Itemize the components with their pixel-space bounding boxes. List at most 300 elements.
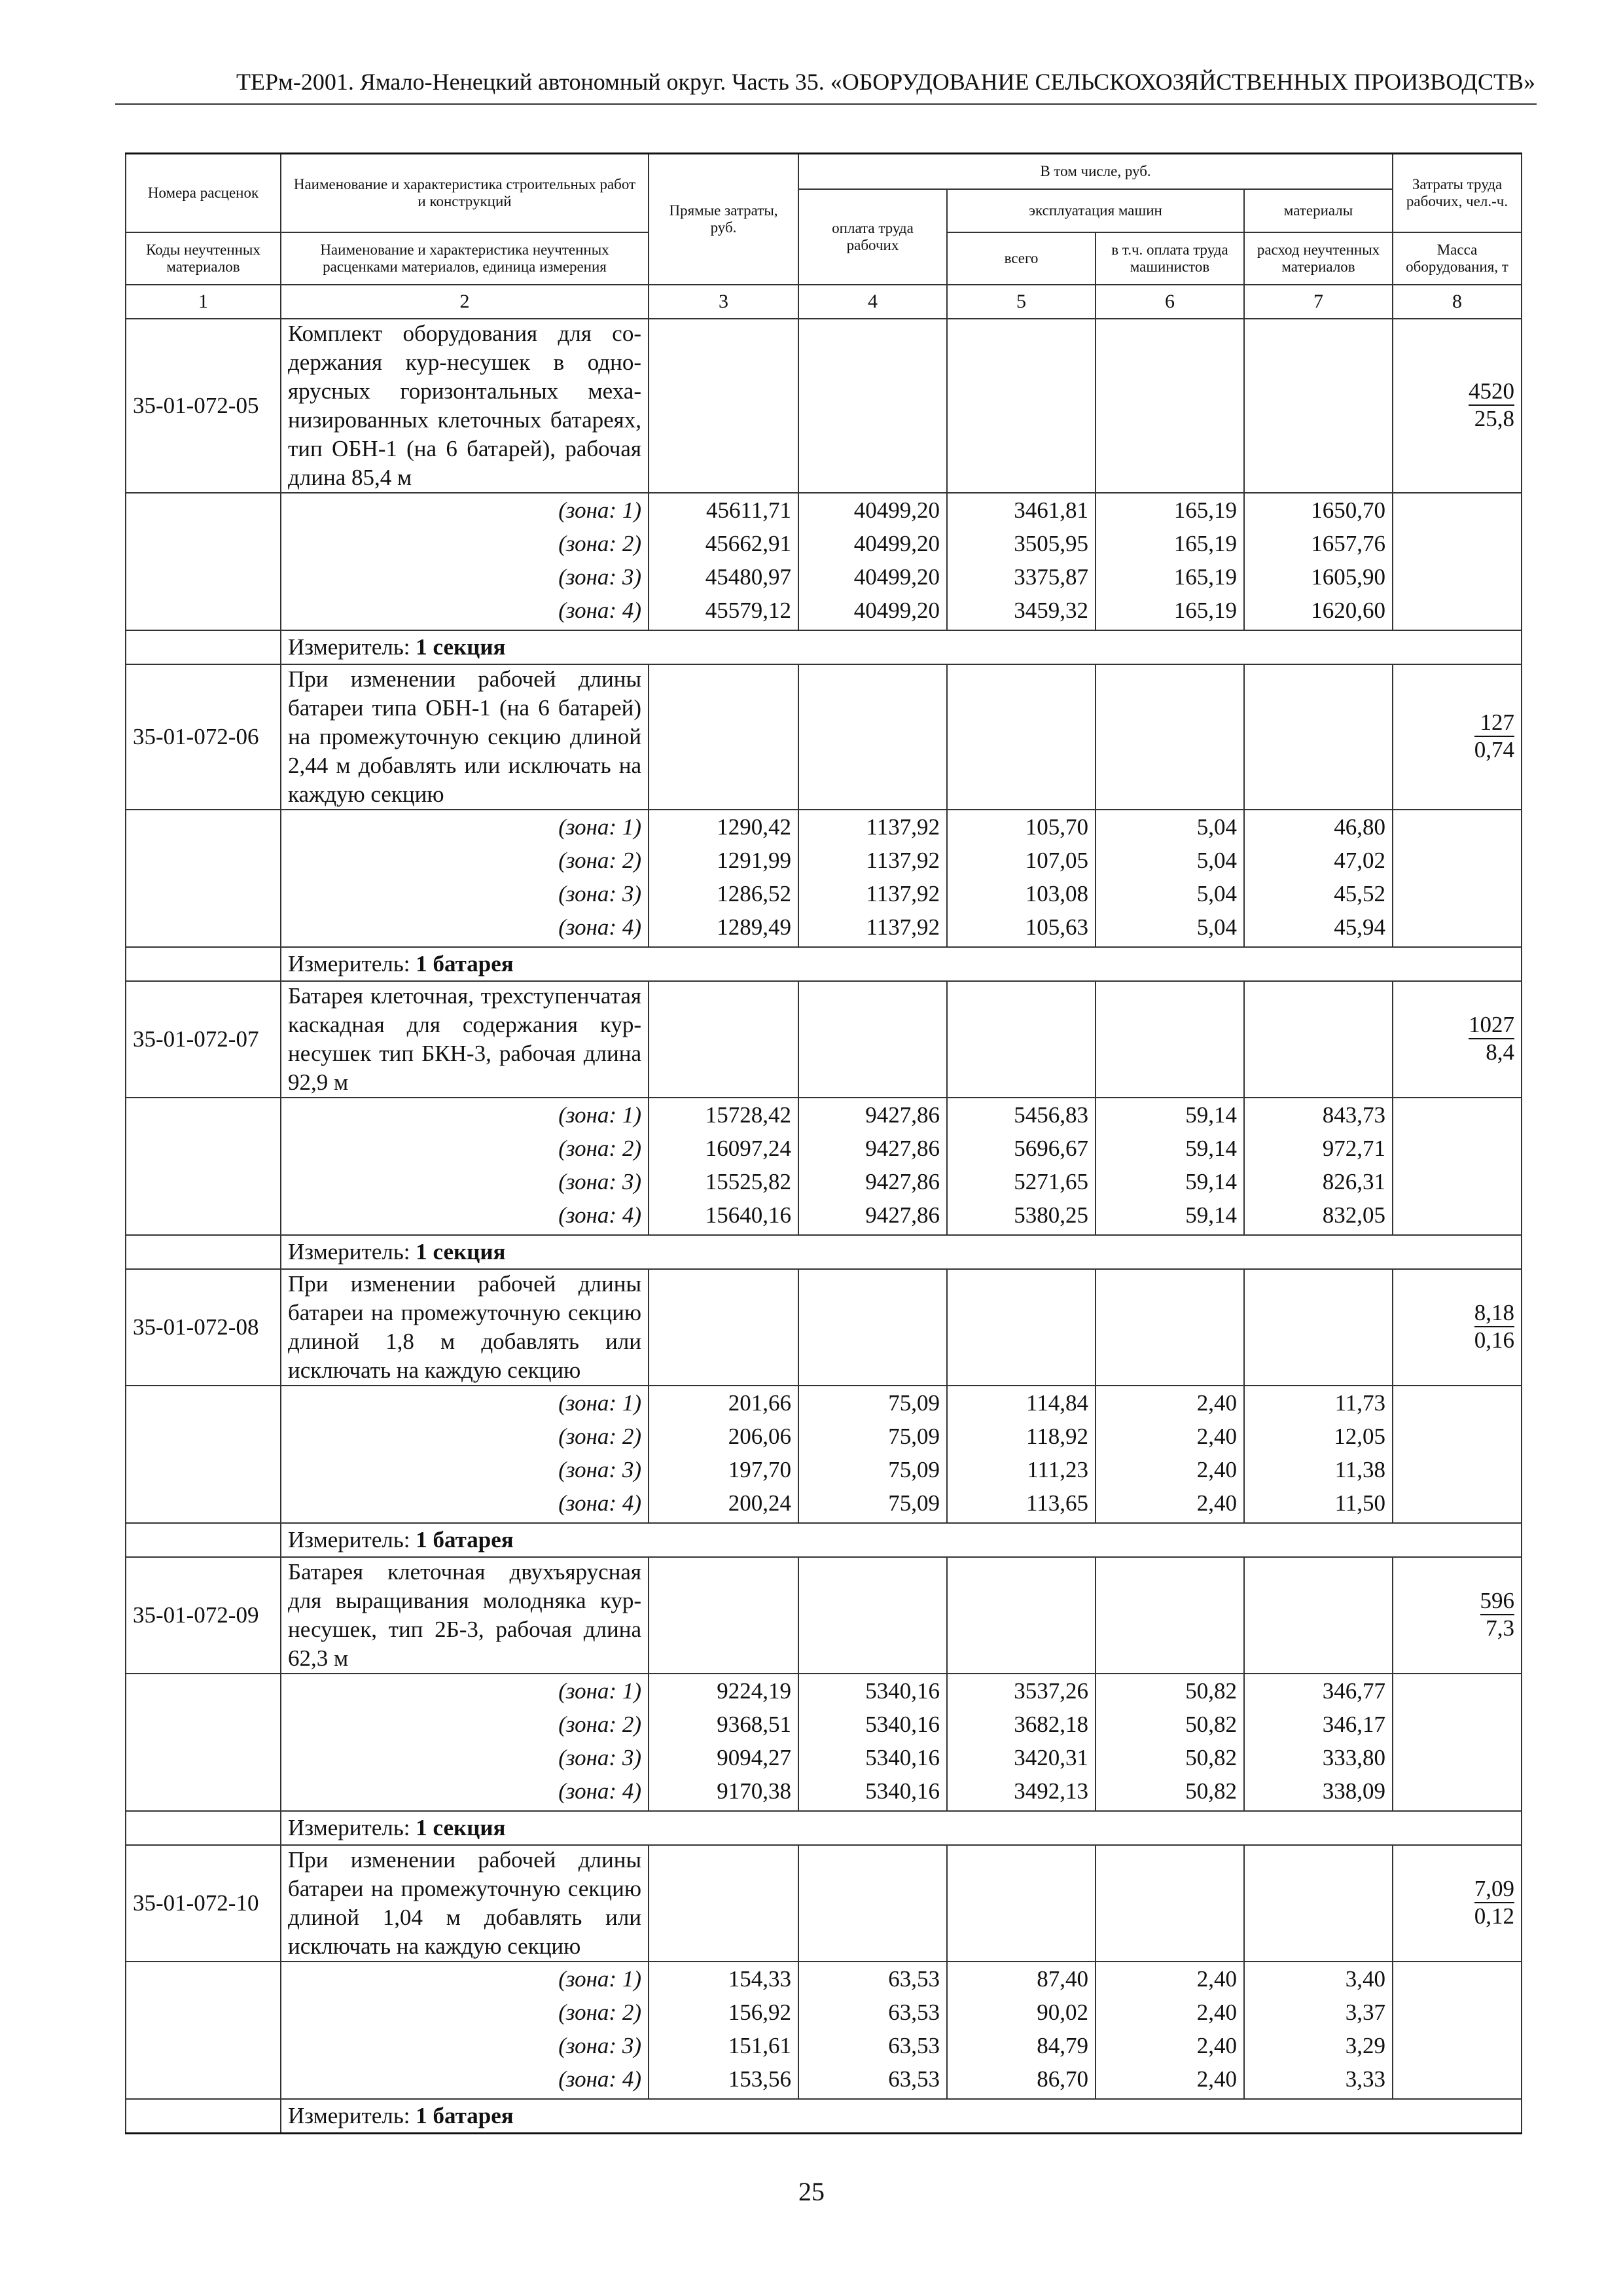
empty-cell — [126, 1453, 281, 1486]
equipment-mass-value: 0,12 — [1474, 1903, 1515, 1929]
materials-value: 3,33 — [1244, 2062, 1393, 2099]
rate-code: 35-01-072-05 — [126, 319, 281, 493]
header-labor-costs: Затраты труда рабочих, чел.-ч. — [1393, 154, 1522, 233]
operator-pay-value: 165,19 — [1096, 527, 1244, 560]
measure-unit — [281, 2099, 1522, 2134]
measure-label: Измеритель: — [288, 951, 410, 977]
machine-total-value: 3375,87 — [947, 560, 1096, 594]
direct-costs-value: 1290,42 — [649, 810, 798, 844]
empty-cell — [1096, 1269, 1244, 1386]
measure-value: 1 секция — [416, 634, 506, 660]
zone-row — [126, 810, 1522, 844]
operator-pay-value: 59,14 — [1096, 1098, 1244, 1132]
empty-cell — [649, 1557, 798, 1674]
direct-costs-value: 9368,51 — [649, 1708, 798, 1741]
empty-cell — [798, 981, 947, 1098]
machine-total-value: 86,70 — [947, 2062, 1096, 2099]
zone-label: (зона: 2) — [281, 1708, 649, 1741]
labor-mass-cell — [1393, 1557, 1522, 1674]
zone-label: (зона: 1) — [281, 810, 649, 844]
empty-cell — [126, 1486, 281, 1523]
machine-total-value: 5271,65 — [947, 1165, 1096, 1198]
empty-cell — [126, 1235, 281, 1269]
measure-value: 1 батарея — [416, 2103, 514, 2128]
empty-cell — [1393, 2029, 1522, 2062]
worker-pay-value: 40499,20 — [798, 560, 947, 594]
labor-mass-cell — [1393, 1269, 1522, 1386]
zone-row — [126, 1386, 1522, 1420]
empty-cell — [1244, 664, 1393, 810]
operator-pay-value: 165,19 — [1096, 493, 1244, 527]
materials-value: 338,09 — [1244, 1774, 1393, 1811]
empty-cell — [1393, 810, 1522, 844]
empty-cell — [126, 1774, 281, 1811]
direct-costs-value: 9170,38 — [649, 1774, 798, 1811]
labor-mass-cell — [1393, 664, 1522, 810]
materials-value: 47,02 — [1244, 844, 1393, 877]
empty-cell — [126, 1962, 281, 1996]
equipment-mass-value: 25,8 — [1474, 406, 1515, 431]
direct-costs-value: 9224,19 — [649, 1674, 798, 1708]
labor-costs-value: 4520 — [1469, 378, 1514, 406]
empty-cell — [798, 664, 947, 810]
labor-mass-fraction — [1469, 1012, 1514, 1066]
direct-costs-value: 206,06 — [649, 1420, 798, 1453]
materials-value: 45,94 — [1244, 910, 1393, 947]
empty-cell — [649, 1845, 798, 1962]
empty-cell — [798, 1845, 947, 1962]
empty-cell — [126, 910, 281, 947]
materials-value: 11,73 — [1244, 1386, 1393, 1420]
zone-row — [126, 527, 1522, 560]
operator-pay-value: 50,82 — [1096, 1741, 1244, 1774]
operator-pay-value: 50,82 — [1096, 1674, 1244, 1708]
materials-value: 1605,90 — [1244, 560, 1393, 594]
empty-cell — [1096, 319, 1244, 493]
direct-costs-value: 1291,99 — [649, 844, 798, 877]
empty-cell — [649, 1269, 798, 1386]
zone-row — [126, 1165, 1522, 1198]
direct-costs-value: 1286,52 — [649, 877, 798, 910]
header-including: В том числе, руб. — [798, 154, 1393, 190]
empty-cell — [126, 844, 281, 877]
empty-cell — [798, 319, 947, 493]
empty-cell — [1393, 493, 1522, 527]
empty-cell — [1393, 560, 1522, 594]
worker-pay-value: 40499,20 — [798, 493, 947, 527]
header-materials: материалы — [1244, 189, 1393, 232]
worker-pay-value: 5340,16 — [798, 1741, 947, 1774]
empty-cell — [126, 1165, 281, 1198]
empty-cell — [126, 2062, 281, 2099]
zone-row — [126, 1996, 1522, 2029]
zone-row — [126, 1420, 1522, 1453]
rate-entry-row — [126, 1845, 1522, 1962]
direct-costs-value: 15640,16 — [649, 1198, 798, 1235]
column-number: 4 — [798, 285, 947, 319]
operator-pay-value: 2,40 — [1096, 1486, 1244, 1523]
header-equipment-mass: Масса оборудования, т — [1393, 232, 1522, 285]
empty-cell — [126, 1674, 281, 1708]
measure-unit — [281, 947, 1522, 981]
worker-pay-value: 63,53 — [798, 2029, 947, 2062]
zone-label: (зона: 2) — [281, 844, 649, 877]
operator-pay-value: 2,40 — [1096, 1386, 1244, 1420]
machine-total-value: 111,23 — [947, 1453, 1096, 1486]
operator-pay-value: 5,04 — [1096, 877, 1244, 910]
empty-cell — [126, 594, 281, 630]
empty-cell — [1096, 981, 1244, 1098]
measure-row — [126, 1523, 1522, 1557]
empty-cell — [649, 981, 798, 1098]
zone-row — [126, 1674, 1522, 1708]
worker-pay-value: 5340,16 — [798, 1674, 947, 1708]
worker-pay-value: 1137,92 — [798, 844, 947, 877]
materials-value: 3,29 — [1244, 2029, 1393, 2062]
empty-cell — [1244, 981, 1393, 1098]
zone-label: (зона: 2) — [281, 1420, 649, 1453]
empty-cell — [1393, 1453, 1522, 1486]
machine-total-value: 3461,81 — [947, 493, 1096, 527]
worker-pay-value: 63,53 — [798, 1996, 947, 2029]
operator-pay-value: 59,14 — [1096, 1132, 1244, 1165]
zone-row — [126, 493, 1522, 527]
rate-description: При изменении рабочей длины батареи типа ОБН-1 (на 6 батарей) на промежуточную секцию длиной 2,44 м добавлять или исключать на каждую секцию — [281, 664, 649, 810]
empty-cell — [649, 319, 798, 493]
empty-cell — [126, 2029, 281, 2062]
materials-value: 972,71 — [1244, 1132, 1393, 1165]
measure-value: 1 секция — [416, 1239, 506, 1265]
empty-cell — [126, 527, 281, 560]
zone-label: (зона: 4) — [281, 910, 649, 947]
header-worker-pay: оплата труда рабочих — [798, 189, 947, 285]
empty-cell — [798, 1557, 947, 1674]
measure-value: 1 батарея — [416, 951, 514, 977]
table-body — [126, 319, 1522, 2134]
operator-pay-value: 50,82 — [1096, 1774, 1244, 1811]
operator-pay-value: 2,40 — [1096, 1996, 1244, 2029]
zone-label: (зона: 3) — [281, 2029, 649, 2062]
measure-unit — [281, 1811, 1522, 1845]
labor-mass-cell — [1393, 1845, 1522, 1962]
empty-cell — [126, 947, 281, 981]
empty-cell — [1393, 1708, 1522, 1741]
column-number: 6 — [1096, 285, 1244, 319]
materials-value: 826,31 — [1244, 1165, 1393, 1198]
empty-cell — [1393, 1420, 1522, 1453]
operator-pay-value: 2,40 — [1096, 1962, 1244, 1996]
column-number: 1 — [126, 285, 281, 319]
measure-value: 1 секция — [416, 1815, 506, 1840]
operator-pay-value: 165,19 — [1096, 594, 1244, 630]
direct-costs-value: 156,92 — [649, 1996, 798, 2029]
empty-cell — [1244, 1269, 1393, 1386]
empty-cell — [126, 1132, 281, 1165]
empty-cell — [126, 1198, 281, 1235]
worker-pay-value: 9427,86 — [798, 1165, 947, 1198]
materials-value: 333,80 — [1244, 1741, 1393, 1774]
operator-pay-value: 2,40 — [1096, 2062, 1244, 2099]
machine-total-value: 3505,95 — [947, 527, 1096, 560]
direct-costs-value: 45579,12 — [649, 594, 798, 630]
rate-code: 35-01-072-10 — [126, 1845, 281, 1962]
materials-value: 1620,60 — [1244, 594, 1393, 630]
direct-costs-value: 9094,27 — [649, 1741, 798, 1774]
empty-cell — [126, 493, 281, 527]
operator-pay-value: 5,04 — [1096, 810, 1244, 844]
empty-cell — [1393, 1165, 1522, 1198]
machine-total-value: 5456,83 — [947, 1098, 1096, 1132]
empty-cell — [649, 664, 798, 810]
measure-label: Измеритель: — [288, 1815, 410, 1840]
materials-value: 843,73 — [1244, 1098, 1393, 1132]
zone-label: (зона: 4) — [281, 1486, 649, 1523]
header-direct-costs: Прямые затраты, руб. — [649, 154, 798, 285]
direct-costs-value: 153,56 — [649, 2062, 798, 2099]
worker-pay-value: 40499,20 — [798, 527, 947, 560]
measure-label: Измеритель: — [288, 1239, 410, 1265]
rate-entry-row — [126, 1269, 1522, 1386]
worker-pay-value: 75,09 — [798, 1453, 947, 1486]
zone-row — [126, 877, 1522, 910]
materials-value: 832,05 — [1244, 1198, 1393, 1235]
measure-unit — [281, 630, 1522, 664]
worker-pay-value: 9427,86 — [798, 1098, 947, 1132]
rate-entry-row — [126, 319, 1522, 493]
header-material-codes: Коды неучтенных материалов — [126, 232, 281, 285]
empty-cell — [1393, 1386, 1522, 1420]
header-machine-operation: эксплуатация машин — [947, 189, 1244, 232]
zone-row — [126, 1198, 1522, 1235]
column-number: 2 — [281, 285, 649, 319]
labor-mass-cell — [1393, 319, 1522, 493]
zone-label: (зона: 4) — [281, 1198, 649, 1235]
header-material-name: Наименование и характеристика неучтенных расценками материалов, единица измерения — [281, 232, 649, 285]
empty-cell — [126, 1386, 281, 1420]
worker-pay-value: 1137,92 — [798, 910, 947, 947]
empty-cell — [1393, 2062, 1522, 2099]
labor-mass-fraction — [1474, 709, 1514, 763]
worker-pay-value: 75,09 — [798, 1420, 947, 1453]
empty-cell — [947, 981, 1096, 1098]
worker-pay-value: 5340,16 — [798, 1774, 947, 1811]
empty-cell — [1393, 1996, 1522, 2029]
materials-value: 11,38 — [1244, 1453, 1393, 1486]
empty-cell — [947, 1269, 1096, 1386]
labor-costs-value: 8,18 — [1474, 1300, 1514, 1327]
materials-value: 1657,76 — [1244, 527, 1393, 560]
rates-table — [125, 152, 1522, 2134]
machine-total-value: 118,92 — [947, 1420, 1096, 1453]
column-number: 3 — [649, 285, 798, 319]
materials-value: 346,17 — [1244, 1708, 1393, 1741]
empty-cell — [1393, 1198, 1522, 1235]
zone-row — [126, 2062, 1522, 2099]
empty-cell — [1244, 1845, 1393, 1962]
direct-costs-value: 15728,42 — [649, 1098, 798, 1132]
page-header: ТЕРм-2001. Ямало-Ненецкий автономный округ. Часть 35. «ОБОРУДОВАНИЕ СЕЛЬСКОХОЗЯЙСТВЕННЫХ ПРОИЗВОДСТВ» — [236, 69, 1535, 95]
machine-total-value: 84,79 — [947, 2029, 1096, 2062]
worker-pay-value: 75,09 — [798, 1386, 947, 1420]
zone-row — [126, 594, 1522, 630]
operator-pay-value: 5,04 — [1096, 844, 1244, 877]
operator-pay-value: 165,19 — [1096, 560, 1244, 594]
zone-label: (зона: 2) — [281, 1996, 649, 2029]
worker-pay-value: 63,53 — [798, 2062, 947, 2099]
direct-costs-value: 151,61 — [649, 2029, 798, 2062]
direct-costs-value: 201,66 — [649, 1386, 798, 1420]
worker-pay-value: 1137,92 — [798, 810, 947, 844]
zone-label: (зона: 1) — [281, 493, 649, 527]
measure-label: Измеритель: — [288, 634, 410, 660]
empty-cell — [126, 630, 281, 664]
measure-row — [126, 630, 1522, 664]
empty-cell — [1393, 1674, 1522, 1708]
measure-row — [126, 1235, 1522, 1269]
direct-costs-value: 197,70 — [649, 1453, 798, 1486]
equipment-mass-value: 8,4 — [1486, 1039, 1515, 1065]
zone-label: (зона: 3) — [281, 877, 649, 910]
materials-value: 11,50 — [1244, 1486, 1393, 1523]
worker-pay-value: 1137,92 — [798, 877, 947, 910]
measure-unit — [281, 1523, 1522, 1557]
machine-total-value: 3682,18 — [947, 1708, 1096, 1741]
labor-costs-value: 7,09 — [1474, 1876, 1514, 1903]
materials-value: 12,05 — [1244, 1420, 1393, 1453]
worker-pay-value: 75,09 — [798, 1486, 947, 1523]
rate-code: 35-01-072-09 — [126, 1557, 281, 1674]
worker-pay-value: 40499,20 — [798, 594, 947, 630]
column-number: 8 — [1393, 285, 1522, 319]
zone-label: (зона: 3) — [281, 560, 649, 594]
labor-mass-fraction — [1474, 1876, 1514, 1929]
empty-cell — [947, 1845, 1096, 1962]
rate-entry-row — [126, 1557, 1522, 1674]
machine-total-value: 3492,13 — [947, 1774, 1096, 1811]
zone-row — [126, 844, 1522, 877]
empty-cell — [126, 1996, 281, 2029]
machine-total-value: 3537,26 — [947, 1674, 1096, 1708]
machine-total-value: 107,05 — [947, 844, 1096, 877]
measure-label: Измеритель: — [288, 2103, 410, 2128]
empty-cell — [1096, 664, 1244, 810]
worker-pay-value: 63,53 — [798, 1962, 947, 1996]
zone-label: (зона: 2) — [281, 527, 649, 560]
empty-cell — [1096, 1557, 1244, 1674]
materials-value: 45,52 — [1244, 877, 1393, 910]
measure-row — [126, 947, 1522, 981]
page-number: 25 — [798, 2177, 825, 2206]
zone-row — [126, 1774, 1522, 1811]
zone-row — [126, 560, 1522, 594]
header-operator-pay: в т.ч. оплата труда машинистов — [1096, 232, 1244, 285]
direct-costs-value: 45662,91 — [649, 527, 798, 560]
header-material-consumption: расход неучтенных материалов — [1244, 232, 1393, 285]
zone-label: (зона: 1) — [281, 1962, 649, 1996]
empty-cell — [798, 1269, 947, 1386]
empty-cell — [126, 1741, 281, 1774]
empty-cell — [126, 1523, 281, 1557]
empty-cell — [947, 664, 1096, 810]
zone-row — [126, 1098, 1522, 1132]
machine-total-value: 113,65 — [947, 1486, 1096, 1523]
zone-label: (зона: 4) — [281, 2062, 649, 2099]
labor-mass-fraction — [1469, 378, 1514, 432]
empty-cell — [1393, 910, 1522, 947]
rate-description: При изменении рабочей длины батареи на промежуточную секцию длиной 1,04 м добавлять или исключать на каждую секцию — [281, 1845, 649, 1962]
empty-cell — [1393, 1962, 1522, 1996]
empty-cell — [1393, 1098, 1522, 1132]
operator-pay-value: 59,14 — [1096, 1165, 1244, 1198]
direct-costs-value: 45611,71 — [649, 493, 798, 527]
zone-label: (зона: 3) — [281, 1165, 649, 1198]
labor-costs-value: 596 — [1480, 1588, 1515, 1615]
machine-total-value: 5380,25 — [947, 1198, 1096, 1235]
zone-label: (зона: 1) — [281, 1674, 649, 1708]
empty-cell — [126, 877, 281, 910]
rate-description: При изменении рабочей длины батареи на промежуточную секцию длиной 1,8 м добавлять или исключать на каждую секцию — [281, 1269, 649, 1386]
zone-row — [126, 1741, 1522, 1774]
direct-costs-value: 1289,49 — [649, 910, 798, 947]
labor-mass-cell — [1393, 981, 1522, 1098]
zone-row — [126, 1132, 1522, 1165]
rate-description: Комплект оборудования для содержания кур-несушек в одноярусных горизонтальных механизированных клеточных батареях, тип ОБН-1 (на 6 батарей), рабочая длина 85,4 м — [281, 319, 649, 493]
operator-pay-value: 59,14 — [1096, 1198, 1244, 1235]
header-work-name: Наименование и характеристика строительных работ и конструкций — [281, 154, 649, 233]
measure-label: Измеритель: — [288, 1527, 410, 1552]
machine-total-value: 5696,67 — [947, 1132, 1096, 1165]
empty-cell — [1393, 844, 1522, 877]
machine-total-value: 103,08 — [947, 877, 1096, 910]
operator-pay-value: 2,40 — [1096, 2029, 1244, 2062]
zone-label: (зона: 1) — [281, 1386, 649, 1420]
zone-row — [126, 1962, 1522, 1996]
materials-value: 1650,70 — [1244, 493, 1393, 527]
empty-cell — [947, 1557, 1096, 1674]
empty-cell — [1244, 1557, 1393, 1674]
machine-total-value: 87,40 — [947, 1962, 1096, 1996]
labor-costs-value: 1027 — [1469, 1012, 1514, 1039]
zone-row — [126, 910, 1522, 947]
machine-total-value: 90,02 — [947, 1996, 1096, 2029]
machine-total-value: 3420,31 — [947, 1741, 1096, 1774]
empty-cell — [1244, 319, 1393, 493]
machine-total-value: 114,84 — [947, 1386, 1096, 1420]
empty-cell — [126, 1708, 281, 1741]
header-rule — [115, 103, 1537, 105]
zone-label: (зона: 4) — [281, 594, 649, 630]
zone-row — [126, 1486, 1522, 1523]
empty-cell — [1393, 1741, 1522, 1774]
machine-total-value: 105,63 — [947, 910, 1096, 947]
column-number: 7 — [1244, 285, 1393, 319]
empty-cell — [1393, 594, 1522, 630]
rate-code: 35-01-072-06 — [126, 664, 281, 810]
rate-code: 35-01-072-08 — [126, 1269, 281, 1386]
worker-pay-value: 5340,16 — [798, 1708, 947, 1741]
empty-cell — [1393, 1486, 1522, 1523]
equipment-mass-value: 7,3 — [1486, 1615, 1515, 1641]
rate-entry-row — [126, 664, 1522, 810]
zone-label: (зона: 3) — [281, 1741, 649, 1774]
zone-label: (зона: 2) — [281, 1132, 649, 1165]
labor-costs-value: 127 — [1474, 709, 1514, 737]
rate-description: Батарея клеточная, трехступенчатая каскадная для содержания кур-несушек тип БКН-3, рабочая длина 92,9 м — [281, 981, 649, 1098]
zone-row — [126, 1708, 1522, 1741]
rate-code: 35-01-072-07 — [126, 981, 281, 1098]
zone-row — [126, 1453, 1522, 1486]
table-header — [126, 154, 1522, 319]
